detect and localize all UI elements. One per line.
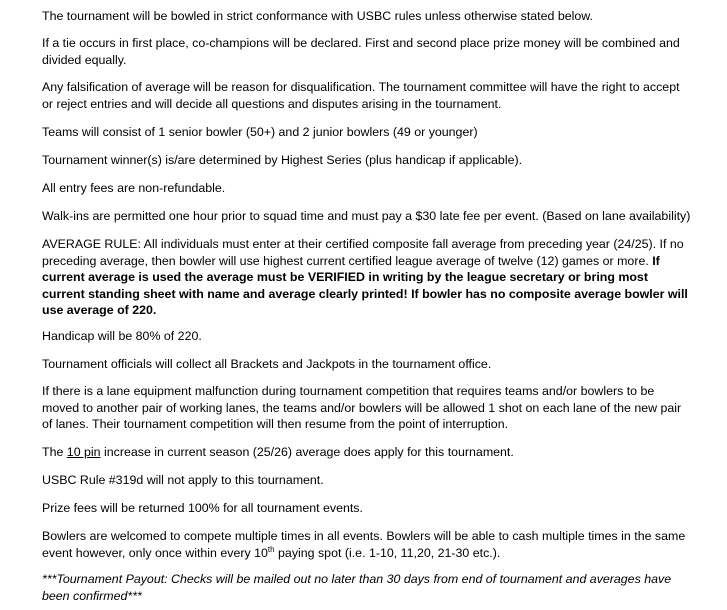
average-rule-bold-text: If current average is used the average must be VERIFIED in writing by the league secretary or bring most current standing sheet with name and average clearly printed! If bowler has no composite average bowler will use average of 220.	[42, 253, 688, 317]
pin-increase-suffix: increase in current season (25/26) average does apply for this tournament.	[100, 445, 514, 459]
pin-increase-paragraph	[42, 444, 692, 461]
ordinal-superscript: th	[267, 544, 275, 554]
brackets-paragraph: Tournament officials will collect all Brackets and Jackpots in the tournament office.	[42, 357, 492, 371]
average-rule-text: AVERAGE RULE: All individuals must enter at their certified composite fall average from preceding year (24/25). If no preceding average, then bowler will use highest current certified league average of twelve (12) games or more.	[42, 237, 684, 268]
multiple-entries-text: Bowlers are welcomed to compete multiple times in all events. Bowlers will be able to cash multiple times in the same event however, only once within every 10	[42, 529, 686, 560]
winner-paragraph: Tournament winner(s) is/are determined by Highest Series (plus handicap if applicable).	[42, 153, 523, 167]
teams-paragraph: Teams will consist of 1 senior bowler (50+) and 2 junior bowlers (49 or younger)	[42, 125, 478, 139]
payout-paragraph: ***Tournament Payout: Checks will be mailed out no later than 30 days from end of tournament and averages have been confirmed***	[42, 572, 672, 603]
fees-paragraph: All entry fees are non-refundable.	[42, 181, 226, 195]
rule-319d-paragraph: USBC Rule #319d will not apply to this tournament.	[42, 473, 324, 487]
multiple-entries-suffix: paying spot (i.e. 1-10, 11,20, 21-30 etc.).	[274, 545, 501, 560]
falsification-paragraph: Any falsification of average will be reason for disqualification. The tournament committee will have the right to accept or reject entries and will decide all questions and disputes arising in the tournament.	[42, 80, 680, 111]
prize-paragraph: Prize fees will be returned 100% for all tournament events.	[42, 501, 363, 515]
multiple-entries-paragraph	[42, 528, 692, 561]
usbc-rules-paragraph: The tournament will be bowled in strict conformance with USBC rules unless otherwise stated below.	[42, 9, 593, 23]
walkins-paragraph: Walk-ins are permitted one hour prior to squad time and must pay a $30 late fee per event. (Based on lane availability)	[42, 209, 691, 223]
tie-paragraph: If a tie occurs in first place, co-champions will be declared. First and second place prize money will be combined and divided equally.	[42, 36, 680, 67]
pin-increase-underlined: 10 pin	[66, 445, 101, 459]
handicap-paragraph: Handicap will be 80% of 220.	[42, 329, 202, 343]
average-rule-paragraph	[42, 236, 692, 319]
malfunction-paragraph: If there is a lane equipment malfunction during tournament competition that requires teams and/or bowlers to be moved to another pair of working lanes, the teams and/or bowlers will be allowed 1 shot on each lane of the new pair of lanes. Their tournament competition will then resume from the point of interruption.	[42, 384, 682, 431]
pin-increase-prefix: The	[42, 445, 67, 459]
